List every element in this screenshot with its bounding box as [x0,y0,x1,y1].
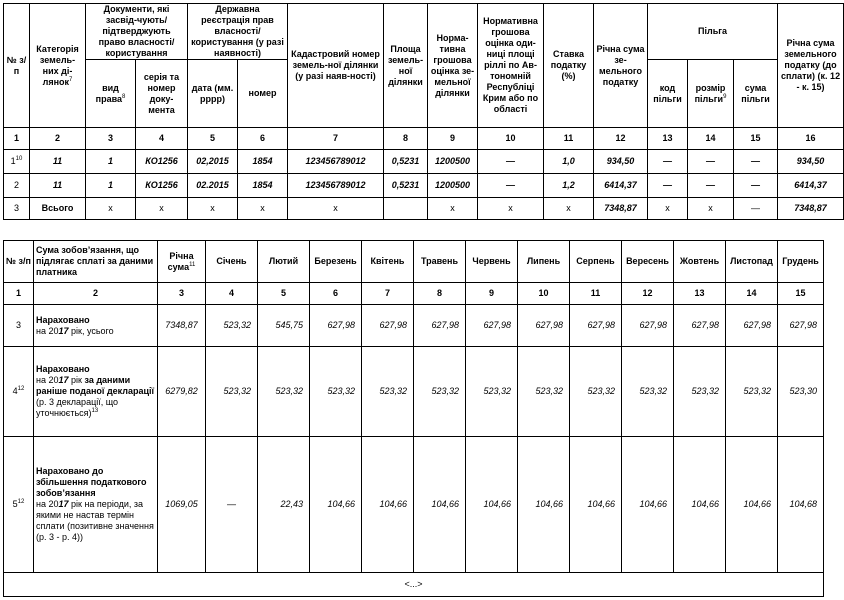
row-doc-series: КО1256 [136,174,188,198]
row-category: Всього [30,198,86,220]
row-reg-date: 02,2015 [188,150,238,174]
total-row [4,198,844,220]
row-area [384,198,428,220]
header-month: Серпень [570,241,622,283]
header-month: Липень [518,241,570,283]
row-cadastral: 123456789012 [288,174,384,198]
col-number: 13 [674,283,726,305]
row-month-value: 627,98 [726,305,778,347]
ellipsis-row [4,573,824,597]
col-number: 12 [594,128,648,150]
header-sum-label: Сума зобов’язання, що підлягає сплаті за даними платника [34,241,158,283]
row-description: Нараховано на 2017 рік за даними раніше поданої декларації (р. 3 декларації, що уточнюється)$^{13}$ [34,347,158,437]
row-no: 2 [4,174,30,198]
row-reg-date: 02.2015 [188,174,238,198]
row-reg-number: 1854 [238,174,288,198]
row-normative-crimea: — [478,150,544,174]
header-month: Листопад [726,241,778,283]
row-month-value: 627,98 [466,305,518,347]
row-tax-rate: 1,0 [544,150,594,174]
row-month-value: 523,32 [362,347,414,437]
col-number: 15 [734,128,778,150]
col-number: 14 [688,128,734,150]
col-number: 10 [478,128,544,150]
row-tax-rate: 1,2 [544,174,594,198]
row-month-value: 104,66 [310,437,362,573]
row-month-value: 104,66 [570,437,622,573]
header-category: Категорія земель-них ді-лянок$^7$ [30,4,86,128]
row-month-value: 104,66 [466,437,518,573]
col-number: 11 [570,283,622,305]
row-reg-number: 1854 [238,150,288,174]
row-month-value: 627,98 [778,305,824,347]
row-no: 3 [4,198,30,220]
header-doc-series: серія та номер доку-мента [136,60,188,128]
col-number: 14 [726,283,778,305]
header-reg-date: дата (мм. рррр) [188,60,238,128]
header-ownership-docs: Документи, які засвід-чують/підтверджують право власності/ користування [86,4,188,60]
row-month-value: 523,32 [518,347,570,437]
header-month: Червень [466,241,518,283]
header-month: Грудень [778,241,824,283]
row-area: 0,5231 [384,174,428,198]
col-number: 5 [258,283,310,305]
header-month: Вересень [622,241,674,283]
header-cadastral: Кадастровий номер земель-ної ділянки (у разі наяв-ності) [288,4,384,128]
col-number: 8 [414,283,466,305]
header-normative-crimea: Нормативна грошова оцінка оди-ниці площі ріллі по Ав-тономній Республіці Крим або по області [478,4,544,128]
row-month-value: 627,98 [570,305,622,347]
row-month-value: 104,66 [674,437,726,573]
ellipsis: <...> [4,573,824,597]
col-number: 4 [136,128,188,150]
header-month: Січень [206,241,258,283]
col-number: 7 [362,283,414,305]
col-number: 15 [778,283,824,305]
header-no: № з/п [4,241,34,283]
col-number: 3 [158,283,206,305]
header-normative-value: Норма-тивна грошова оцінка зе-мельної ділянки [428,4,478,128]
header-month: Квітень [362,241,414,283]
header-month: Лютий [258,241,310,283]
header-month: Травень [414,241,466,283]
col-number: 9 [428,128,478,150]
row-annual-due: 934,50 [778,150,844,174]
row-month-value: 104,66 [518,437,570,573]
header-tax-rate: Ставка податку (%) [544,4,594,128]
row-normative-crimea: — [478,174,544,198]
row-category: 11 [30,150,86,174]
header-annual: Річна сума$^{11}$ [158,241,206,283]
row-reg-number: х [238,198,288,220]
row-doc-series: х [136,198,188,220]
header-annual-sum: Річна сума зе-мельного податку [594,4,648,128]
col-number: 10 [518,283,570,305]
row-month-value: 627,98 [310,305,362,347]
col-number: 1 [4,283,34,305]
col-number: 13 [648,128,688,150]
col-number: 6 [238,128,288,150]
row-month-value: 523,32 [622,347,674,437]
row-category: 11 [30,174,86,198]
row-annual: 7348,87 [158,305,206,347]
row-relief-code: — [648,150,688,174]
row-tax-rate: х [544,198,594,220]
row-annual: 1069,05 [158,437,206,573]
table-row [4,305,824,347]
row-doc-series: КО1256 [136,150,188,174]
row-month-value: 523,32 [310,347,362,437]
col-number: 2 [34,283,158,305]
row-relief-size: х [688,198,734,220]
row-month-value: 523,32 [258,347,310,437]
header-month: Жовтень [674,241,726,283]
land-tax-table [3,3,844,220]
col-number: 12 [622,283,674,305]
row-month-value: 523,32 [466,347,518,437]
row-month-value: 22,43 [258,437,310,573]
col-number: 4 [206,283,258,305]
header-relief-size: розмір пільги$^9$ [688,60,734,128]
monthly-liability-table [3,240,824,597]
row-annual: 6279,82 [158,347,206,437]
header-annual-due: Річна сума земельного податку (до сплати) (к. 12 - к. 15) [778,4,844,128]
header-right-type: вид права$^8$ [86,60,136,128]
row-relief-code: — [648,174,688,198]
row-no: $4^{12}$ [4,347,34,437]
row-right-type: 1 [86,174,136,198]
row-normative-crimea: х [478,198,544,220]
row-month-value: 104,68 [778,437,824,573]
row-cadastral: 123456789012 [288,150,384,174]
row-normative-value: 1200500 [428,174,478,198]
col-number: 8 [384,128,428,150]
row-month-value: 627,98 [674,305,726,347]
column-numbers-row [4,128,844,150]
row-relief-sum: — [734,150,778,174]
header-relief-code: код пільги [648,60,688,128]
row-no: $5^{12}$ [4,437,34,573]
row-right-type: х [86,198,136,220]
row-relief-size: — [688,150,734,174]
row-reg-date: х [188,198,238,220]
row-cadastral: х [288,198,384,220]
row-month-value: 523,32 [206,305,258,347]
col-number: 2 [30,128,86,150]
col-number: 9 [466,283,518,305]
row-right-type: 1 [86,150,136,174]
header-month: Березень [310,241,362,283]
table-row [4,347,824,437]
row-annual-due: 7348,87 [778,198,844,220]
header-area: Площа земель-ної ділянки [384,4,428,128]
col-number: 7 [288,128,384,150]
row-month-value: 523,30 [778,347,824,437]
row-month-value: 104,66 [362,437,414,573]
row-normative-value: 1200500 [428,150,478,174]
header-relief: Пільга [648,4,778,60]
header-no: № з/п [4,4,30,128]
col-number: 1 [4,128,30,150]
row-description: Нараховано до збільшення податкового зобов’язання на 2017 рік на періоди, за якими не настав термін сплати (позитивне значення (р. 3 - р. 4)) [34,437,158,573]
row-month-value: 104,66 [622,437,674,573]
header-reg-number: номер [238,60,288,128]
col-number: 11 [544,128,594,150]
table-row [4,174,844,198]
row-month-value: 523,32 [414,347,466,437]
row-month-value: — [206,437,258,573]
row-month-value: 104,66 [726,437,778,573]
row-relief-sum: — [734,198,778,220]
row-relief-size: — [688,174,734,198]
row-month-value: 545,75 [258,305,310,347]
header-state-registration: Державна реєстрація прав власності/ користування (у разі наявності) [188,4,288,60]
row-no: 3 [4,305,34,347]
table-row [4,437,824,573]
row-month-value: 104,66 [414,437,466,573]
row-no: $1^{10}$ [4,150,30,174]
row-annual-sum: 934,50 [594,150,648,174]
row-month-value: 627,98 [518,305,570,347]
row-area: 0,5231 [384,150,428,174]
row-month-value: 627,98 [362,305,414,347]
header-relief-sum: сума пільги [734,60,778,128]
row-month-value: 627,98 [414,305,466,347]
row-month-value: 523,32 [726,347,778,437]
row-description: Нараховано на 2017 рік, усього [34,305,158,347]
col-number: 3 [86,128,136,150]
row-annual-sum: 7348,87 [594,198,648,220]
row-month-value: 523,32 [674,347,726,437]
row-annual-due: 6414,37 [778,174,844,198]
row-normative-value: х [428,198,478,220]
row-annual-sum: 6414,37 [594,174,648,198]
col-number: 6 [310,283,362,305]
row-month-value: 523,32 [206,347,258,437]
row-month-value: 523,32 [570,347,622,437]
row-month-value: 627,98 [622,305,674,347]
row-relief-sum: — [734,174,778,198]
col-number: 5 [188,128,238,150]
column-numbers-row [4,283,824,305]
row-relief-code: х [648,198,688,220]
col-number: 16 [778,128,844,150]
table-row [4,150,844,174]
